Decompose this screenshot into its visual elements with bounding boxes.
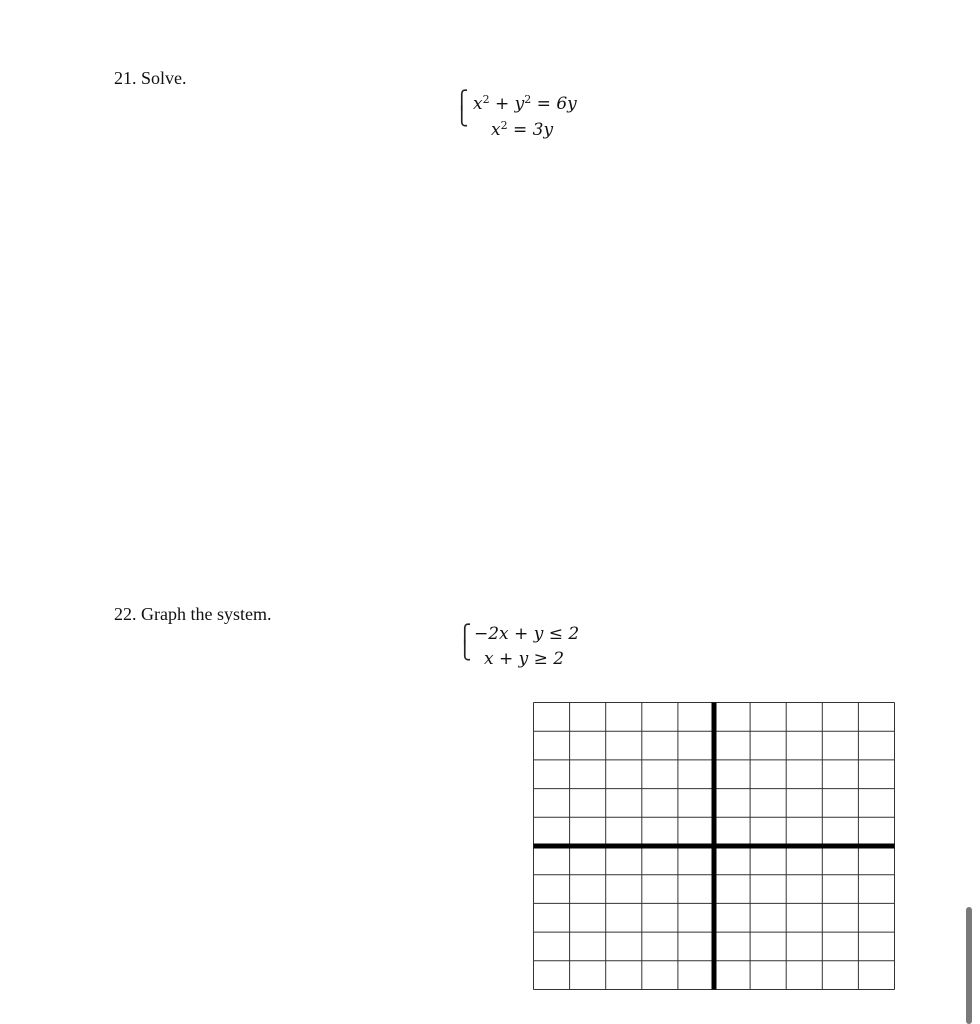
scrollbar[interactable] [966,907,972,1024]
question-21-label: 21. Solve. [114,68,187,88]
inequality-22-line-2: x + y ≥ 2 [484,649,565,669]
question-22-label: 22. Graph the system. [114,604,272,624]
brace-top: ⎧ [455,90,469,111]
brace-top: ⎧ [458,624,472,645]
coordinate-grid[interactable] [533,702,895,990]
inequality-22-line-1: −2x + y ≤ 2 [474,624,580,644]
equation-21-line-2: $x^2 = 3y$ [491,119,554,140]
brace-bottom: ⎩ [455,106,469,127]
inequality-system-22 [458,622,618,678]
equation-system-21 [455,88,615,144]
brace-bottom: ⎩ [458,640,472,661]
equation-21-line-1: $x^2 + y^2 = 6y$ [473,93,577,114]
